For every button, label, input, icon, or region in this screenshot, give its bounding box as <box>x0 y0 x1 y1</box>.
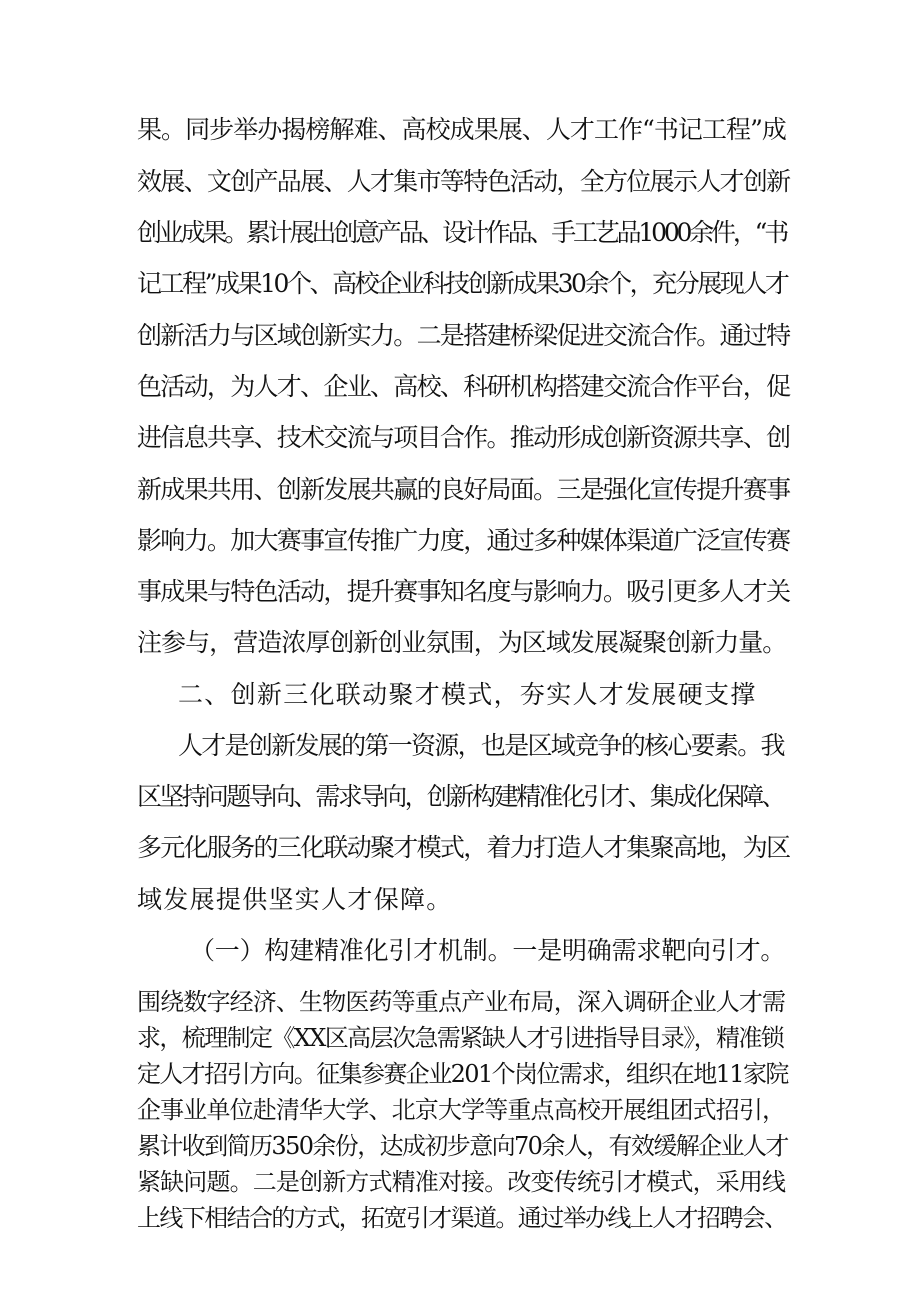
paragraph-line: 域发展提供坚实人才保障。 <box>137 885 453 914</box>
subsection-heading: （一）构建精准化引才机制。一是明确需求靶向引才。 <box>190 936 786 965</box>
paragraph-line: 色活动，为人才、企业、高校、科研机构搭建交流合作平台，促 <box>137 372 790 401</box>
paragraph-line: 多元化服务的三化联动聚才模式，着力打造人才集聚高地，为区 <box>137 833 790 862</box>
paragraph-line: 效展、文创产品展、人才集市等特色活动，全方位展示人才创新 <box>137 167 790 196</box>
paragraph-line: 事成果与特色活动，提升赛事知名度与影响力。吸引更多人才关 <box>137 577 790 606</box>
paragraph-line: 定人才招引方向。征集参赛企业201个岗位需求，组织在地11家院 <box>137 1060 788 1088</box>
paragraph-line: 果。同步举办揭榜解难、高校成果展、人才工作“书记工程”成 <box>137 115 786 144</box>
paragraph-line: 创业成果。累计展出创意产品、设计作品、手工艺品1000余件，“书 <box>137 218 787 247</box>
paragraph-line: 上线下相结合的方式，拓宽引才渠道。通过举办线上人才招聘会、 <box>137 1204 787 1232</box>
paragraph-line: 人才是创新发展的第一资源，也是区域竞争的核心要素。我 <box>178 731 784 760</box>
paragraph-line: 累计收到简历350余份，达成初步意向70余人，有效缓解企业人才 <box>137 1132 788 1160</box>
paragraph-line: 创新活力与区域创新实力。二是搭建桥梁促进交流合作。通过特 <box>137 321 790 350</box>
section-heading: 二、创新三化联动聚才模式，夯实人才发展硬支撑 <box>178 680 757 709</box>
paragraph-line: 围绕数字经济、生物医药等重点产业布局，深入调研企业人才需 <box>137 988 786 1016</box>
paragraph-line: 求，梳理制定《XX区高层次急需紧缺人才引进指导目录》，精准锁 <box>137 1024 784 1052</box>
paragraph-line: 注参与，营造浓厚创新创业氛围，为区域发展凝聚创新力量。 <box>137 628 787 657</box>
paragraph-line: 记工程”成果10个、高校企业科技创新成果30余个，充分展现人才 <box>137 269 788 298</box>
paragraph-line: 新成果共用、创新发展共赢的良好局面。三是强化宣传提升赛事 <box>137 475 790 504</box>
paragraph-line: 企事业单位赴清华大学、北京大学等重点高校开展组团式招引， <box>137 1096 786 1124</box>
paragraph-line: 影响力。加大赛事宣传推广力度，通过多种媒体渠道广泛宣传赛 <box>137 526 790 555</box>
paragraph-line: 紧缺问题。二是创新方式精准对接。改变传统引才模式，采用线 <box>137 1168 786 1196</box>
paragraph-line: 进信息共享、技术交流与项目合作。推动形成创新资源共享、创 <box>137 423 790 452</box>
paragraph-line: 区坚持问题导向、需求导向，创新构建精准化引才、集成化保障、 <box>137 782 784 811</box>
